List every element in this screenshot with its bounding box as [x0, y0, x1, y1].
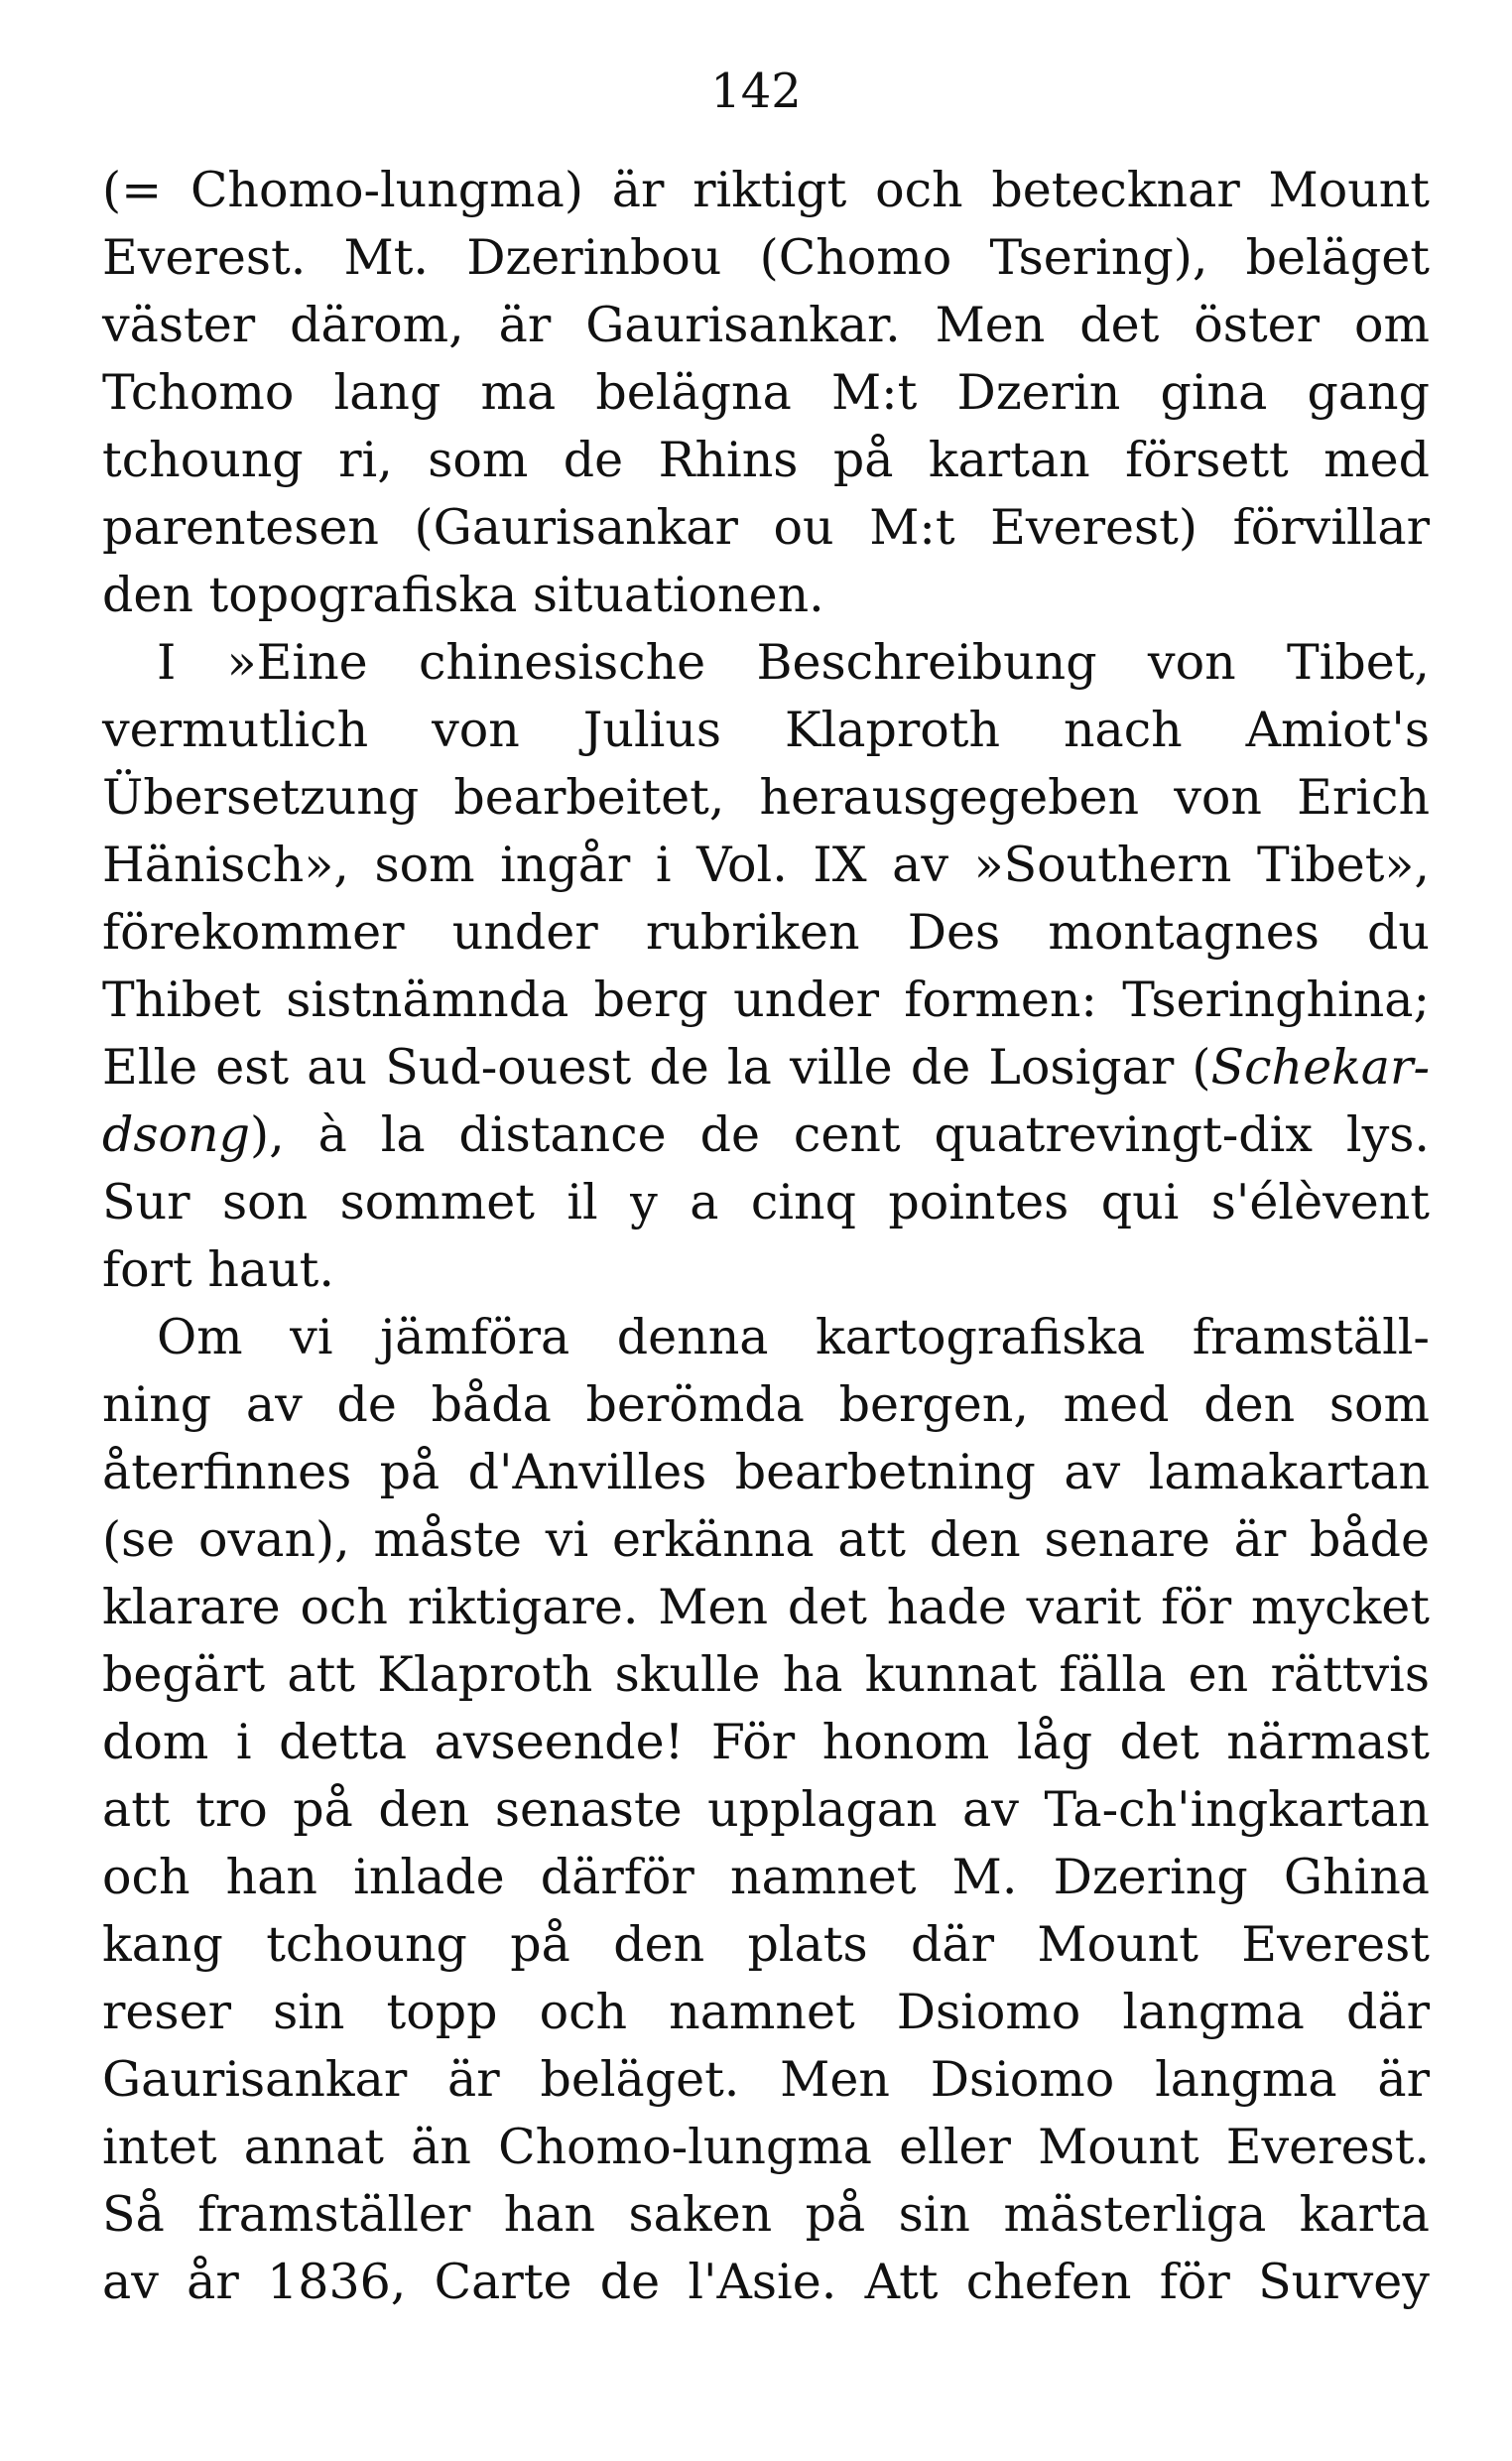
text-line: Hänisch», som ingår i Vol. IX av »Southern Tibet»,: [102, 837, 1430, 893]
text-line: ning av de båda berömda bergen, med den som: [102, 1376, 1430, 1433]
text-line: Übersetzung bearbeitet, herausgegeben von Erich: [102, 769, 1430, 826]
text-line: (se ovan), måste vi erkänna att den senare är både: [102, 1511, 1430, 1568]
italic-place-name: Schekar-: [1210, 1039, 1430, 1096]
text-segment: Elle est au Sud-ouest de la ville de Losigar (: [102, 1039, 1211, 1096]
paragraph-start-line: I »Eine chinesische Beschreibung von Tibet,: [157, 634, 1430, 691]
text-line: av år 1836, Carte de l'Asie. Att chefen för Survey: [102, 2254, 1430, 2310]
page-number: 142: [710, 64, 802, 119]
text-line: vermutlich von Julius Klaproth nach Amiot's: [102, 702, 1430, 758]
text-line: (= Chomo-lungma) är riktigt och betecknar Mount: [102, 162, 1430, 218]
text-line: begärt att Klaproth skulle ha kunnat fälla en rättvis: [102, 1646, 1430, 1703]
text-line: återfinnes på d'Anvilles bearbetning av lamakartan: [102, 1444, 1430, 1500]
text-line: Gaurisankar är beläget. Men Dsiomo langma är: [102, 2051, 1430, 2108]
text-line: [102, 1101, 1430, 1169]
text-line: väster därom, är Gaurisankar. Men det öster om: [102, 297, 1430, 353]
paragraph-start-line: Om vi jämföra denna kartografiska framställ-: [157, 1309, 1430, 1365]
text-line: Sur son sommet il y a cinq pointes qui s'élèvent: [102, 1174, 1430, 1230]
text-line: parentesen (Gaurisankar ou M:t Everest) förvillar: [102, 499, 1430, 556]
text-line: kang tchoung på den plats där Mount Everest: [102, 1916, 1430, 1973]
text-line: den topografiska situationen.: [102, 567, 824, 623]
text-line: Thibet sistnämnda berg under formen: Tseringhina;: [102, 971, 1430, 1028]
text-line: tchoung ri, som de Rhins på kartan försett med: [102, 432, 1430, 488]
text-segment: ), à la distance de cent quatrevingt-dix lys.: [249, 1106, 1430, 1163]
text-line: dom i detta avseende! För honom låg det närmast: [102, 1714, 1430, 1770]
text-line: Så framställer han saken på sin mästerliga karta: [102, 2186, 1430, 2243]
text-line: [102, 1034, 1430, 1101]
text-line: klarare och riktigare. Men det hade varit för mycket: [102, 1579, 1430, 1635]
text-line: fort haut.: [102, 1241, 334, 1298]
text-line: Tchomo lang ma belägna M:t Dzerin gina gang: [102, 364, 1430, 421]
text-line: att tro på den senaste upplagan av Ta-ch'ingkartan: [102, 1781, 1430, 1838]
text-line: Everest. Mt. Dzerinbou (Chomo Tsering), beläget: [102, 229, 1430, 286]
text-line: intet annat än Chomo-lungma eller Mount Everest.: [102, 2119, 1430, 2175]
text-line: och han inlade därför namnet M. Dzering Ghina: [102, 1849, 1430, 1905]
text-line: förekommer under rubriken Des montagnes du: [102, 904, 1430, 961]
text-line: reser sin topp och namnet Dsiomo langma där: [102, 1984, 1430, 2040]
italic-place-name: dsong: [102, 1106, 250, 1163]
